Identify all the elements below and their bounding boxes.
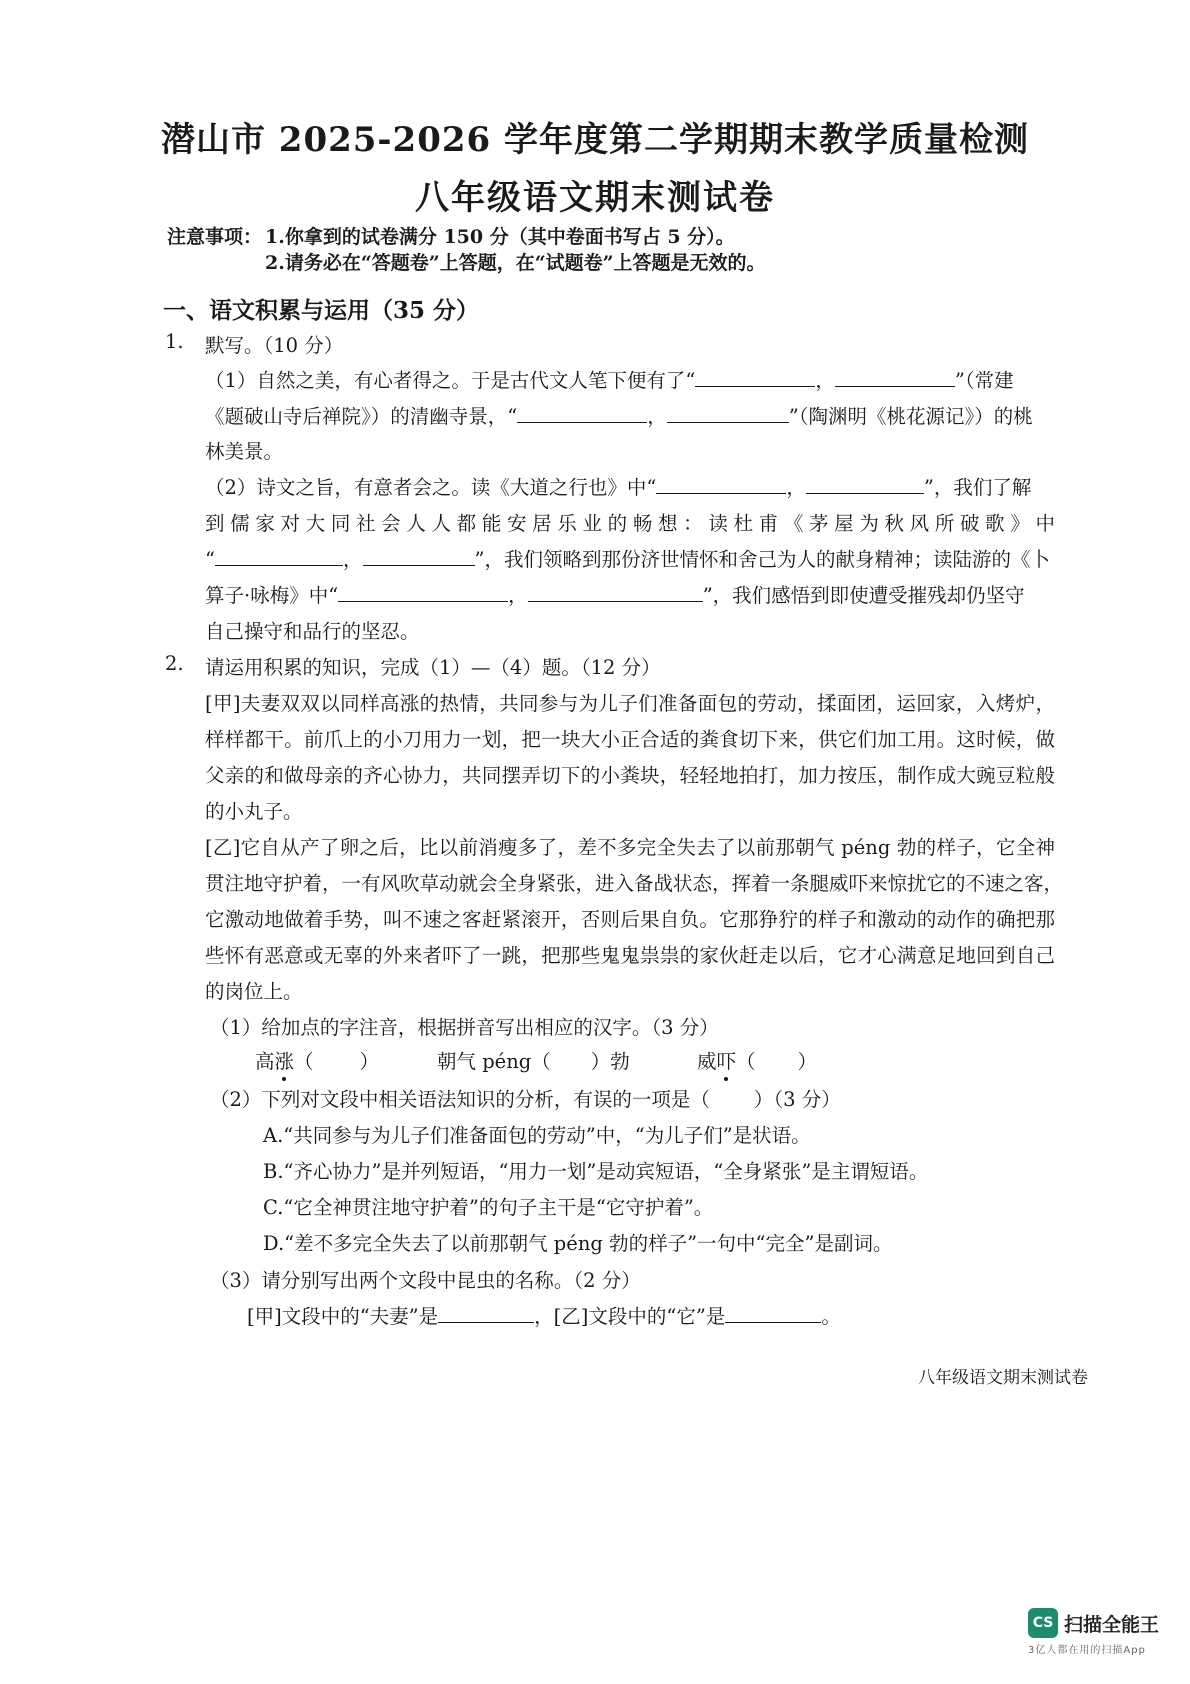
answer-blank[interactable] xyxy=(517,404,647,423)
passage-jia-line: 的小丸子。 xyxy=(205,800,303,823)
option-c: C.“它全神贯注地守护着”的句子主干是“它守护着”。 xyxy=(263,1196,714,1219)
answer-blank[interactable] xyxy=(835,368,955,387)
passage-jia-line: [甲]夫妻双双以同样高涨的热情，共同参与为儿子们准备面包的劳动，揉面团，运回家，入烤炉， xyxy=(205,692,1055,715)
notice-item-2: 2.请务必在“答题卷”上答题，在“试题卷”上答题是无效的。 xyxy=(265,252,766,274)
dotted-char: 涨 xyxy=(275,1046,295,1074)
q1-p2-line4 xyxy=(205,580,1025,608)
q1-p2-text-e: ”，我们领略到那份济世情怀和舍己为人的献身精神；读陆游的《卜 xyxy=(474,548,1050,571)
scanner-watermark xyxy=(1028,1608,1160,1656)
answer-blank[interactable] xyxy=(656,475,786,494)
q1-p1-text-b: ”（常建 xyxy=(954,369,1014,392)
option-d: D.“差不多完全失去了以前那朝气 péng 勃的样子”一句中“完全”是副词。 xyxy=(263,1232,893,1255)
q1-p2-line3 xyxy=(205,544,1050,572)
passage-jia-line: 父亲的和做母亲的齐心协力，共同摆弄切下的小粪块，轻轻地拍打，加力按压，制作成大豌豆粒般 xyxy=(205,764,1055,787)
passage-yi-line: 的岗位上。 xyxy=(205,980,303,1003)
q1-p2-line5: 自己操守和品行的坚忍。 xyxy=(205,620,420,643)
sub3-text-b: ，[乙]文段中的“它”是 xyxy=(534,1305,726,1328)
passage-jia-line: 样样都干。前爪上的小刀用力一划，把一块大小正合适的粪食切下来，供它们加工用。这时候，做 xyxy=(205,728,1055,751)
q1-p2-line2: 到儒家对大同社会人人都能安居乐业的畅想：读杜甫《茅屋为秋风所破歌》中 xyxy=(205,512,1055,535)
answer-blank[interactable] xyxy=(695,368,815,387)
word-char: 勃 xyxy=(610,1050,630,1073)
answer-blank[interactable] xyxy=(528,583,703,602)
answer-blank[interactable] xyxy=(806,475,924,494)
exam-title-line2: 八年级语文期末测试卷 xyxy=(415,178,775,218)
open-quote: “ xyxy=(205,548,215,571)
pinyin-word: 朝气 péng xyxy=(437,1050,532,1073)
q1-p1-line3: 林美景。 xyxy=(205,440,284,463)
sub1-item-2 xyxy=(437,1046,630,1074)
q2-stem: 请运用积累的知识，完成（1）—（4）题。（12 分） xyxy=(205,656,661,679)
sub2-stem xyxy=(210,1084,841,1112)
passage-yi-line: 些怀有恶意或无辜的外来者吓了一跳，把那些鬼鬼祟祟的家伙赶走以后，它才心满意足地回到自己 xyxy=(205,944,1055,967)
passage-yi-line: [乙]它自从产了卵之后，比以前消瘦多了，差不多完全失去了以前那朝气 péng 勃的样子，它全神 xyxy=(205,836,1055,859)
q2-number: 2. xyxy=(165,652,184,675)
sub2-stem-text: （2）下列对文段中相关语法知识的分析，有误的一项是（ xyxy=(210,1088,710,1111)
word-char: 威 xyxy=(697,1050,717,1073)
q1-p2-text-f: 算子·咏梅》中“ xyxy=(205,584,339,607)
q1-p1-text-d: ”（陶渊明《桃花源记》）的桃 xyxy=(788,405,1033,428)
comma: ， xyxy=(342,548,363,571)
dotted-char: 吓 xyxy=(717,1046,737,1074)
left-paren: （ xyxy=(294,1050,314,1073)
q1-stem: 默写。（10 分） xyxy=(205,334,344,357)
comma: ， xyxy=(508,584,528,607)
passage-yi-line: 它激动地做着手势，叫不速之客赶紧滚开，否则后果自负。它那狰狞的样子和激动的动作的确把那 xyxy=(205,908,1055,931)
right-paren: ） xyxy=(797,1050,818,1073)
option-b: B.“齐心协力”是并列短语，“用力一划”是动宾短语，“全身紧张”是主谓短语。 xyxy=(263,1160,929,1183)
answer-blank[interactable] xyxy=(438,1304,534,1323)
sub3-text-a: [甲]文段中的“夫妻”是 xyxy=(247,1305,439,1328)
sub3-text-c: 。 xyxy=(821,1305,841,1328)
answer-blank[interactable] xyxy=(363,547,475,566)
q1-p2-text-a: （2）诗文之旨，有意者会之。读《大道之行也》中“ xyxy=(205,476,657,499)
q1-p1-line1 xyxy=(205,365,1014,393)
camscanner-name: 扫描全能王 xyxy=(1064,1613,1160,1636)
q1-number: 1. xyxy=(165,330,184,353)
right-paren: ） xyxy=(590,1050,611,1073)
camscanner-icon: CS xyxy=(1028,1608,1058,1638)
q1-p1-line2 xyxy=(205,401,1033,429)
sub3-answer-line xyxy=(247,1301,841,1329)
q1-p2-text-g: ”，我们感悟到即使遭受摧残却仍坚守 xyxy=(702,584,1025,607)
comma: ， xyxy=(815,369,835,392)
sub2-stem-score: ）（3 分） xyxy=(753,1088,841,1111)
sub1-item-3 xyxy=(697,1046,817,1074)
q1-p2-text-b: ”，我们了解 xyxy=(923,476,1032,499)
answer-blank[interactable] xyxy=(215,547,343,566)
answer-blank[interactable] xyxy=(725,1304,821,1323)
sub1-stem: （1）给加点的字注音，根据拼音写出相应的汉字。（3 分） xyxy=(210,1016,719,1039)
comma: ， xyxy=(786,476,806,499)
section-heading-1: 一、语文积累与运用（35 分） xyxy=(163,297,480,324)
q1-p1-text-a: （1）自然之美，有心者得之。于是古代文人笔下便有了“ xyxy=(205,369,696,392)
option-a: A.“共同参与为儿子们准备面包的劳动”中，“为儿子们”是状语。 xyxy=(263,1124,811,1147)
right-paren: ） xyxy=(359,1050,380,1073)
exam-title-line1: 潜山市 2025-2026 学年度第二学期期末教学质量检测 xyxy=(160,120,1030,160)
notice-item-1: 1.你拿到的试卷满分 150 分（其中卷面书写占 5 分）。 xyxy=(265,226,735,248)
sub1-item-1 xyxy=(255,1046,379,1074)
answer-blank[interactable] xyxy=(667,404,789,423)
sub3-stem: （3）请分别写出两个文段中昆虫的名称。（2 分） xyxy=(210,1269,641,1292)
left-paren: （ xyxy=(736,1050,756,1073)
page-footer: 八年级语文期末测试卷 xyxy=(918,1368,1088,1388)
notice-label: 注意事项： xyxy=(167,226,263,248)
q1-p2-line1 xyxy=(205,472,1031,500)
passage-yi-line: 贯注地守护着，一有风吹草动就会全身紧张，进入备战状态，挥着一条腿威吓来惊扰它的不速之客， xyxy=(205,872,1064,895)
word-char: 高 xyxy=(255,1050,275,1073)
answer-blank[interactable] xyxy=(338,583,508,602)
comma: ， xyxy=(647,405,667,428)
left-paren: （ xyxy=(531,1050,551,1073)
q1-p1-text-c: 《题破山寺后禅院》）的清幽寺景，“ xyxy=(205,405,518,428)
camscanner-tagline: 3亿人都在用的扫描App xyxy=(1028,1645,1146,1656)
